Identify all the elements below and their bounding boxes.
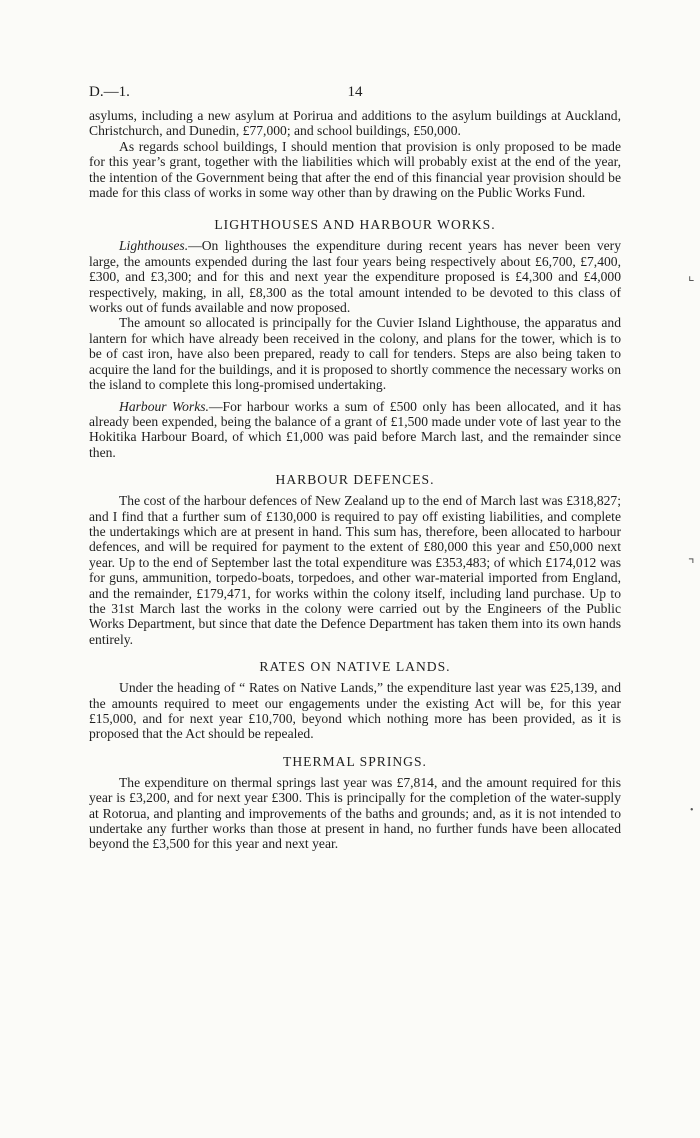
intro-paragraph-1: asylums, including a new asylum at Porirua and additions to the asylum buildings at Auckland, Christchurch, and Dunedin, £77,000; and school buildings, £50,000. bbox=[89, 108, 621, 139]
harbour-works-paragraph bbox=[89, 399, 621, 461]
page-number: 14 bbox=[347, 84, 363, 100]
page-header bbox=[89, 84, 621, 108]
harbour-works-text: —For harbour works a sum of £500 only has been allocated, and it has already been expended, being the balance of a grant of £1,500 made under vote of last year to the Hokitika Harbour Board, of which £1,000 was paid before March last, and the remainder since then. bbox=[89, 398, 621, 460]
document-reference: D.—1. bbox=[89, 84, 130, 100]
scan-mark-3: • bbox=[690, 805, 694, 816]
lighthouses-paragraph-1 bbox=[89, 238, 621, 315]
defences-paragraph: The cost of the harbour defences of New Zealand up to the end of March last was £318,827; and I find that a further sum of £130,000 is required to pay off existing liabilities, and complete the undertakings which are at present in hand. This sum has, therefore, been allocated to harbour defences, and will be required for payment to the extent of £80,000 this year and £50,000 next year. Up to the end of September last the total expenditure was £353,483; of which £174,012 was for guns, ammunition, torpedo-boats, torpedoes, and other war-material imported from England, and the remainder, £179,471, for works within the colony itself, including land purchase. Up to the 31st March last the works in the colony were carried out by the Engineers of the Public Works Department, but since that date the Defence Department has taken them into its own hands entirely. bbox=[89, 493, 621, 647]
scan-mark-2: ⌝ bbox=[688, 558, 695, 573]
document-page bbox=[89, 84, 621, 852]
thermal-springs-paragraph: The expenditure on thermal springs last year was £7,814, and the amount required for this year is £3,200, and for next year £300. This is principally for the completion of the water-supply at Rotorua, and planting and improvements of the baths and grounds; and, as it is not intended to undertake any further works than those at present in hand, no further funds have been allocated beyond the £3,500 for this year and next year. bbox=[89, 774, 621, 852]
section-heading-thermal-springs: THERMAL SPRINGS. bbox=[283, 753, 427, 769]
lighthouses-text: —On lighthouses the expenditure during recent years has never been very large, the amounts expended during the last four years being respectively about £6,700, £7,400, £300, and £3,300; and for this and next year the expenditure proposed is £4,300 and £4,000 respectively, making, in all, £8,300 as the total amount intended to be devoted to this class of works out of funds available and now proposed. bbox=[89, 238, 621, 316]
section-heading-defences: HARBOUR DEFENCES. bbox=[275, 472, 435, 488]
section-heading-native-lands: RATES ON NATIVE LANDS. bbox=[259, 659, 451, 675]
intro-paragraph-2: As regards school buildings, I should mention that provision is only proposed to be made for this year’s grant, together with the liabilities which will probably exist at the end of the year, the intention of the Government being that after the end of this financial year provision should be made for this class of works in some way other than by drawing on the Public Works Fund. bbox=[89, 138, 621, 201]
harbour-works-lead: Harbour Works. bbox=[119, 398, 209, 414]
scan-mark-1: ⌞ bbox=[688, 269, 695, 284]
native-lands-paragraph: Under the heading of “ Rates on Native Lands,” the expenditure last year was £25,139, and the amounts required to meet our engagements under the existing Act will be, for this year £15,000, and for next year £10,700, beyond which nothing more has been provided, as it is proposed that the Act should be repealed. bbox=[89, 680, 621, 742]
section-heading-lighthouses: LIGHTHOUSES AND HARBOUR WORKS. bbox=[214, 217, 496, 233]
lighthouses-lead: Lighthouses. bbox=[119, 238, 189, 254]
lighthouses-paragraph-2: The amount so allocated is principally for the Cuvier Island Lighthouse, the apparatus and lantern for which have already been received in the colony, and plans for the tower, which is to be of cast iron, have also been prepared, ready to call for tenders. Steps are also being taken to acquire the land for the buildings, and it is proposed to shortly commence the necessary works on the island to complete this long-promised undertaking. bbox=[89, 315, 621, 393]
